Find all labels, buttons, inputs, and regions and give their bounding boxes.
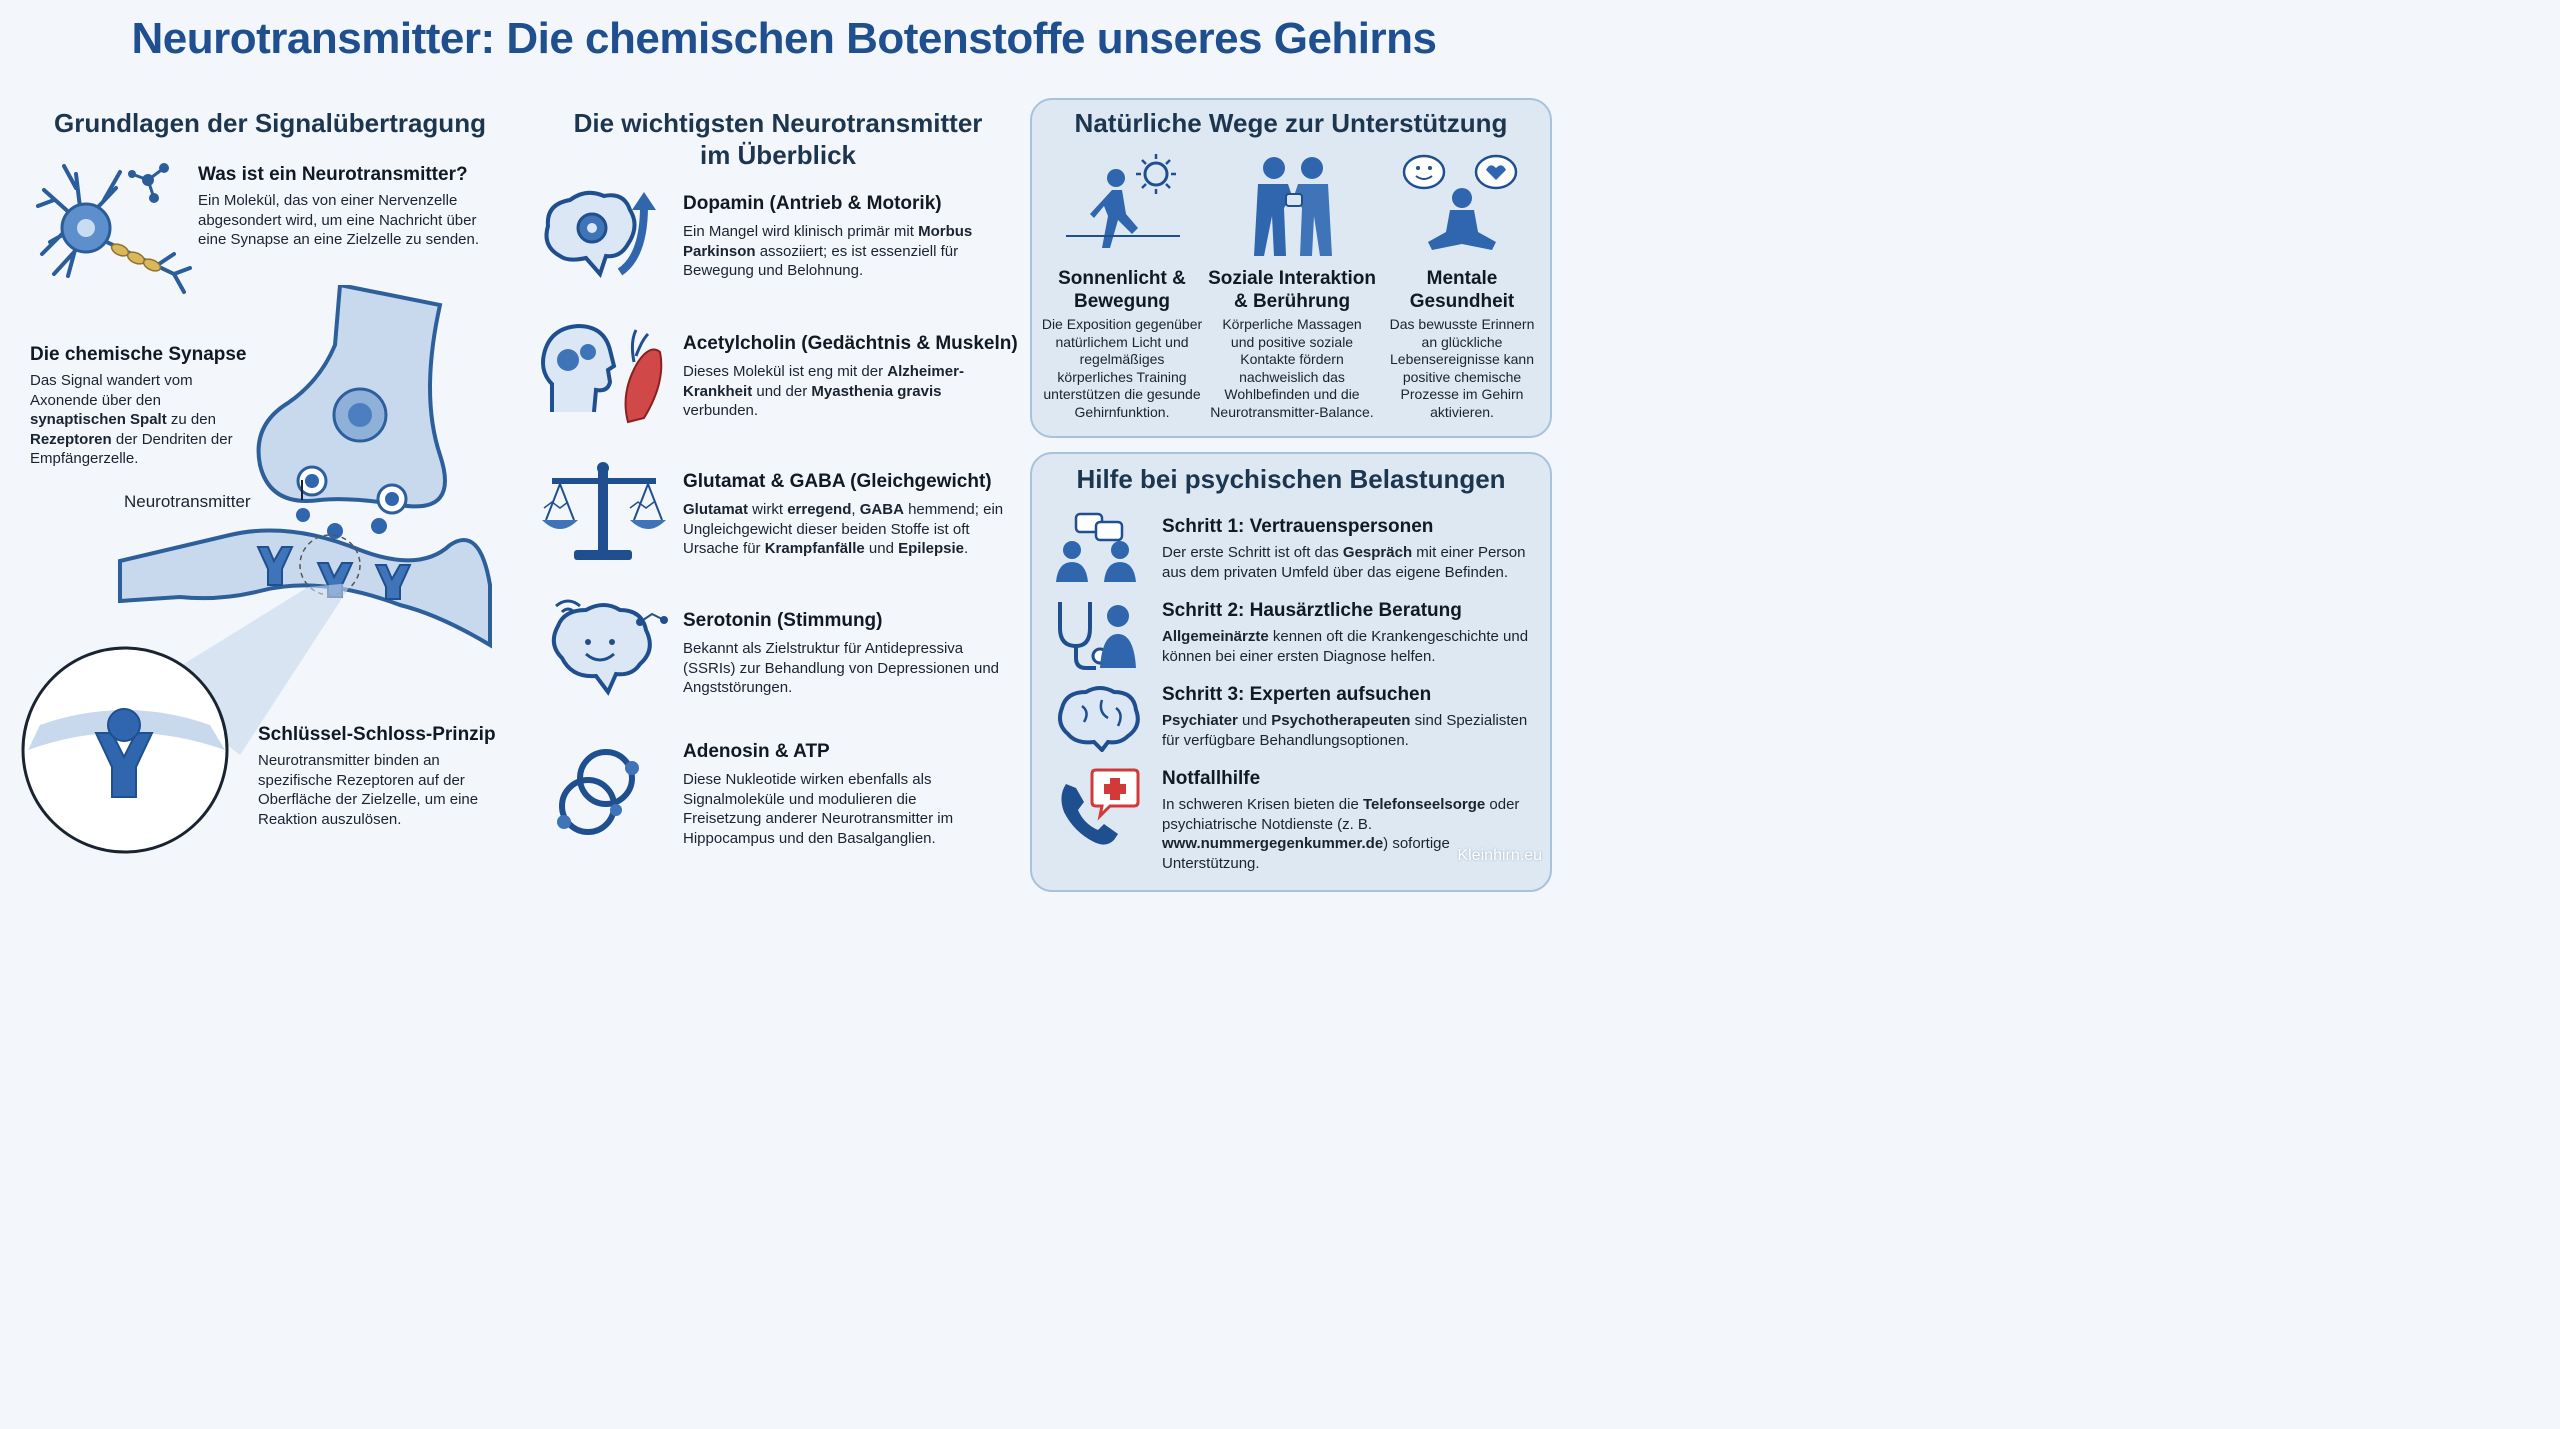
serotonin-title: Serotonin (Stimmung) [683, 610, 883, 631]
support-item-3-text: Das bewusste Erinnern an glückliche Lebensereignisse kann positive chemische Prozesse im Gehirn aktivieren. [1389, 316, 1535, 420]
molecule-rings-icon [550, 744, 650, 844]
hug-people-icon [1250, 152, 1336, 260]
left-heading: Grundlagen der Signalübertragung [54, 108, 486, 138]
what-title: Was ist ein Neurotransmitter? [198, 164, 468, 185]
walking-sun-icon [1064, 152, 1182, 260]
doctor-stethoscope-icon [1054, 598, 1140, 670]
middle-heading-2: im Überblick [699, 140, 857, 170]
people-chat-icon [1054, 510, 1140, 586]
infographic-page [0, 0, 1568, 875]
neurotransmitter-label: Neurotransmitter [124, 492, 251, 511]
adenosin-title: Adenosin & ATP [683, 741, 830, 762]
step-2-text: Allgemeinärzte kennen oft die Krankengeschichte und können bei einer ersten Diagnose helfen. [1162, 628, 1529, 665]
support-item-2-text: Körperliche Massagen und positive soziale Kontakte fördern nachweislich das Wohlbefinden und die Neurotransmitter-Balance. [1210, 316, 1374, 420]
emergency-title: Notfallhilfe [1162, 768, 1261, 789]
lock-key-text: Neurotransmitter binden an spezifische Rezeptoren auf der Oberfläche der Zielzelle, um eine Reaktion auszulösen. [258, 752, 479, 828]
watermark: Kleinhirn.eu [1457, 847, 1542, 864]
step-3-title: Schritt 3: Experten aufsuchen [1162, 684, 1432, 705]
emergency-phone-icon [1054, 766, 1140, 848]
support-heading: Natürliche Wege zur Unterstützung [1074, 108, 1508, 138]
step-1-title: Schritt 1: Vertrauenspersonen [1162, 516, 1434, 537]
support-item-3-title: Mentale Gesundheit [1409, 268, 1515, 312]
acetylcholin-text: Dieses Molekül ist eng mit der Alzheimer-Krankheit und der Myasthenia gravis verbunden. [683, 363, 964, 419]
neuron-icon [24, 150, 194, 300]
balance-scale-icon [538, 458, 670, 566]
lock-key-title: Schlüssel-Schloss-Prinzip [258, 724, 496, 745]
brain-gear-arrow-icon [540, 186, 666, 282]
happy-brain-icon [546, 596, 672, 704]
adenosin-text: Diese Nukleotide wirken ebenfalls als Signalmoleküle und modulieren die Freisetzung anderer Neurotransmitter im Hippocampus und den Basalganglien. [683, 771, 954, 847]
step-2-title: Schritt 2: Hausärztliche Beratung [1162, 600, 1462, 621]
head-muscle-icon [538, 322, 668, 428]
emergency-text: In schweren Krisen bieten die Telefonseelsorge oder psychiatrische Notdienste (z. B. www.nummergegenkummer.de) sofortige Unterstützung. [1162, 796, 1520, 872]
synapse-title: Die chemische Synapse [30, 344, 247, 365]
acetylcholin-title: Acetylcholin (Gedächtnis & Muskeln) [683, 333, 1018, 354]
serotonin-text: Bekannt als Zielstruktur für Antidepressiva (SSRIs) zur Behandlung von Depressionen und Angststörungen. [683, 640, 1000, 696]
support-item-1-title: Sonnenlicht & Bewegung [1058, 268, 1186, 312]
brain-icon [1054, 682, 1140, 752]
page-title: Neurotransmitter: Die chemischen Botenstoffe unseres Gehirns [131, 14, 1437, 63]
dopamin-text: Ein Mangel wird klinisch primär mit Morbus Parkinson assoziiert; es ist essenziell für Bewegung und Belohnung. [683, 223, 973, 279]
glutamat-gaba-title: Glutamat & GABA (Gleichgewicht) [683, 471, 992, 492]
glutamat-gaba-text: Glutamat wirkt erregend, GABA hemmend; ein Ungleichgewicht dieser beiden Stoffe ist oft Ursache für Krampfanfälle und Epilepsie. [683, 501, 1004, 557]
support-item-2-title: Soziale Interaktion & Berührung [1208, 268, 1376, 312]
help-heading: Hilfe bei psychischen Belastungen [1076, 464, 1506, 494]
support-item-1-text: Die Exposition gegenüber natürlichem Licht und regelmäßiges körperliches Training unterstützen die gesunde Gehirnfunktion. [1041, 316, 1203, 420]
step-1-text: Der erste Schritt ist oft das Gespräch mit einer Person aus dem privaten Umfeld über das eigene Befinden. [1162, 544, 1526, 581]
synapse-text: Das Signal wandert vom Axonende über den synaptischen Spalt zu den Rezeptoren der Dendriten der Empfängerzelle. [30, 372, 233, 467]
step-3-text: Psychiater und Psychotherapeuten sind Spezialisten für verfügbare Behandlungsoptionen. [1162, 712, 1528, 749]
middle-heading-1: Die wichtigsten Neurotransmitter [573, 108, 983, 138]
meditation-thoughts-icon [1400, 152, 1524, 260]
dopamin-title: Dopamin (Antrieb & Motorik) [683, 193, 942, 214]
what-text: Ein Molekül, das von einer Nervenzelle abgesondert wird, um eine Nachricht über eine Synapse an eine Zielzelle zu senden. [198, 192, 480, 248]
